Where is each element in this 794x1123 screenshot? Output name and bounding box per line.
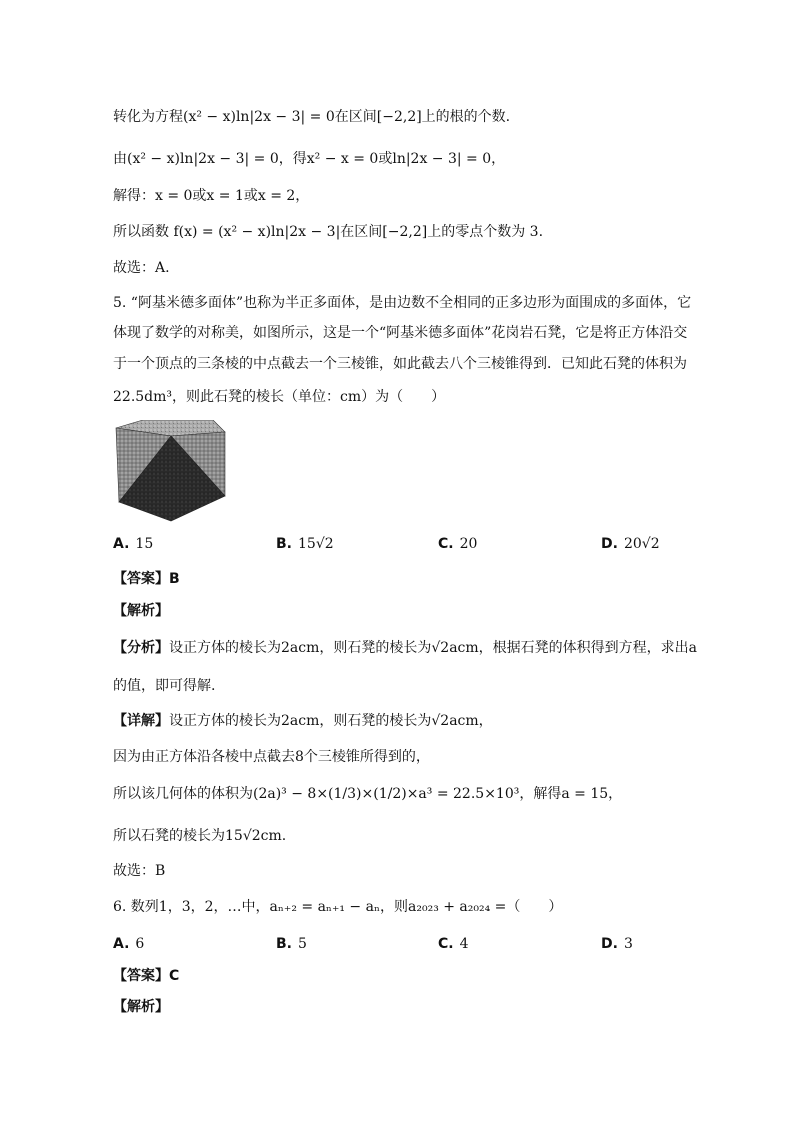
q5-stem-line-3: 于一个顶点的三条棱的中点截去一个三棱锥，如此截去八个三棱锥得到．已知此石凳的体积为 [113, 356, 687, 372]
option-text: 15√2 [298, 536, 334, 552]
option-text: 4 [459, 936, 469, 952]
option-text: 20√2 [623, 536, 660, 552]
prev-line-2: 由(x² − x)ln|2x − 3| = 0，得x² − x = 0或ln|2x − 3| = 0， [113, 151, 506, 167]
q6-option-a [113, 934, 144, 954]
q5-fenxi-line-2: 的值，即可得解. [113, 678, 216, 694]
polyhedron-stool-figure [113, 420, 228, 522]
q5-xiangjie-line-1 [113, 711, 493, 731]
q5-detail-line-4: 所以石凳的棱长为15√2cm. [113, 828, 287, 844]
q5-stem-line-2: 体现了数学的对称美，如图所示，这是一个“阿基米德多面体”花岗岩石凳，它是将正方体沿交 [113, 325, 688, 341]
option-text: 5 [298, 936, 307, 952]
q5-detail-line-2: 因为由正方体沿各棱中点截去8个三棱锥所得到的， [113, 749, 430, 765]
q5-detail-line-3: 所以该几何体的体积为(2a)³ − 8×(1/3)×(1/2)×a³ = 22.5×10³，解得a = 15， [113, 786, 623, 802]
option-text: 3 [623, 936, 633, 952]
q6-analysis-heading: 【解析】 [113, 999, 169, 1015]
q5-option-d [601, 534, 660, 554]
fenxi-tag: 【分析】 [113, 640, 169, 656]
q5-analysis-heading: 【解析】 [113, 603, 169, 619]
option-label: D. [601, 536, 618, 552]
q5-option-b [276, 534, 334, 554]
prev-line-5: 故选：A. [113, 260, 170, 276]
q6-option-c [438, 934, 469, 954]
option-text: 20 [459, 536, 478, 552]
option-label: A. [113, 536, 130, 552]
q6-stem: 6. 数列1，3，2，…中，aₙ₊₂ = aₙ₊₁ − aₙ，则a₂₀₂₃ + a₂₀₂₄ =（ ） [113, 899, 563, 915]
fenxi-text: 设正方体的棱长为2acm，则石凳的棱长为√2acm，根据石凳的体积得到方程，求出a [169, 640, 698, 656]
option-text: 15 [135, 536, 154, 552]
prev-line-3: 解得：x = 0或x = 1或x = 2， [113, 188, 310, 204]
prev-line-4: 所以函数 f(x) = (x² − x)ln|2x − 3|在区间[−2,2]上的零点个数为 3. [113, 224, 544, 240]
option-text: 6 [135, 936, 145, 952]
option-label: B. [276, 536, 292, 552]
xiangjie-tag: 【详解】 [113, 713, 169, 729]
q5-answer: 【答案】B [113, 571, 180, 587]
q5-choice: 故选：B [113, 863, 166, 879]
q6-option-d [601, 934, 633, 954]
q6-option-b [276, 934, 307, 954]
option-label: C. [438, 536, 454, 552]
option-label: D. [601, 936, 618, 952]
q5-option-a [113, 534, 153, 554]
option-label: B. [276, 936, 292, 952]
q5-option-c [438, 534, 477, 554]
q5-stem-line-4: 22.5dm³，则此石凳的棱长（单位：cm）为（ ） [113, 389, 446, 405]
q6-answer: 【答案】C [113, 968, 180, 984]
q5-fenxi-line-1 [113, 638, 697, 658]
option-label: C. [438, 936, 454, 952]
xiangjie-text: 设正方体的棱长为2acm，则石凳的棱长为√2acm， [169, 713, 493, 729]
q5-stem-line-1: 5. “阿基米德多面体”也称为半正多面体，是由边数不全相同的正多边形为面围成的多面体，它 [113, 295, 692, 311]
option-label: A. [113, 936, 130, 952]
prev-line-1: 转化为方程(x² − x)ln|2x − 3| = 0在区间[−2,2]上的根的个数. [113, 109, 511, 125]
